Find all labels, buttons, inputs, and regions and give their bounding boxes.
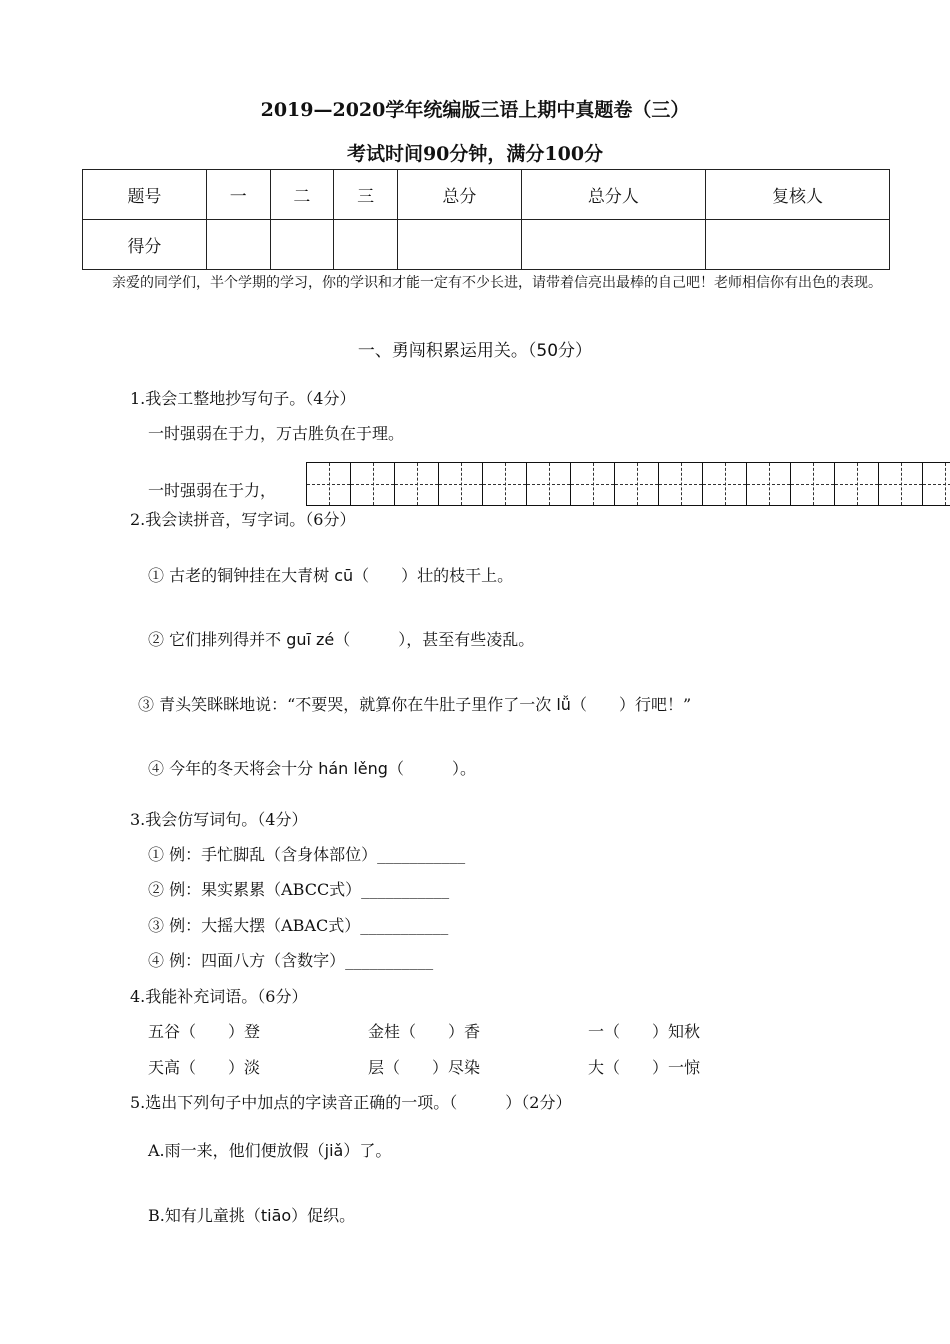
q5-option-text: B.知有儿童挑（: [148, 1206, 261, 1225]
q5-option-text: ）了。: [343, 1141, 392, 1160]
score-cell[interactable]: [705, 220, 889, 270]
q2-item-blank: （ ），甚至有些凌乱。: [334, 630, 535, 649]
pinyin: lǚ: [556, 695, 571, 714]
table-header-cell: 总分: [397, 170, 521, 220]
score-table: [82, 169, 890, 270]
q1-copy-prefix: 一时强弱在于力，: [148, 481, 277, 500]
table-header-cell: 题号: [83, 170, 207, 220]
score-cell[interactable]: [206, 220, 270, 270]
q5-option-text: ）促织。: [291, 1206, 356, 1225]
section-1-title: 一、勇闯积累运用关。（50分）: [357, 341, 593, 361]
writing-cell[interactable]: [615, 463, 659, 505]
score-cell[interactable]: [521, 220, 705, 270]
writing-cell[interactable]: [879, 463, 923, 505]
writing-cell[interactable]: [791, 463, 835, 505]
q5-option-text: A.雨一来，他们便放假（: [148, 1141, 325, 1160]
q5-option-a: [148, 1138, 391, 1161]
q1-source-sentence: 一时强弱在于力，万古胜负在于理。: [148, 424, 405, 443]
table-header-cell: 一: [206, 170, 270, 220]
q3-item: ① 例：手忙脚乱（含身体部位）___________: [148, 845, 466, 864]
q2-item: [148, 563, 513, 586]
q2-item-blank: （ ）壮的枝干上。: [353, 566, 514, 585]
q5-title: 5.选出下列句子中加点的字读音正确的一项。（ ）（2分）: [130, 1093, 572, 1112]
pinyin: hán lěng: [318, 759, 388, 778]
table-header-cell: 三: [334, 170, 398, 220]
score-table-header-row: [83, 170, 890, 220]
q4-idiom: 层（ ）尽染: [368, 1058, 481, 1077]
score-cell[interactable]: [334, 220, 398, 270]
score-cell[interactable]: [397, 220, 521, 270]
table-header-cell: 二: [270, 170, 334, 220]
q4-idiom: 金桂（ ）香: [368, 1022, 481, 1041]
q3-item: ② 例：果实累累（ABCC式）___________: [148, 880, 450, 899]
q2-item-text: ② 它们排列得并不: [148, 630, 287, 649]
writing-cell[interactable]: [923, 463, 950, 505]
q2-title: 2.我会读拼音，写字词。（6分）: [130, 510, 356, 529]
table-header-cell: 复核人: [705, 170, 889, 220]
writing-cell[interactable]: [703, 463, 747, 505]
writing-grid[interactable]: [306, 462, 950, 506]
table-header-cell: 总分人: [521, 170, 705, 220]
q2-item-text: ③ 青头笑眯眯地说：“不要哭，就算你在牛肚子里作了一次: [138, 695, 557, 714]
writing-cell[interactable]: [307, 463, 351, 505]
q2-item: [138, 692, 691, 715]
pinyin: guī zé: [286, 630, 335, 649]
q4-idiom: 五谷（ ）登: [148, 1022, 261, 1041]
writing-cell[interactable]: [351, 463, 395, 505]
intro-paragraph: 亲爱的同学们，半个学期的学习，你的学识和才能一定有不少长进，请带着信亮出最棒的自己吧！老师相信你有出色的表现。: [112, 275, 882, 291]
q3-title: 3.我会仿写词句。（4分）: [130, 810, 308, 829]
writing-cell[interactable]: [483, 463, 527, 505]
q2-item: [148, 627, 534, 650]
exam-subtitle: 考试时间90分钟，满分100分: [346, 143, 604, 165]
pinyin: cū: [334, 566, 354, 585]
q2-item-text: ④ 今年的冬天将会十分: [148, 759, 319, 778]
q4-idiom: 大（ ）一惊: [588, 1058, 701, 1077]
writing-cell[interactable]: [747, 463, 791, 505]
score-table-score-row: [83, 220, 890, 270]
q3-item: ③ 例：大摇大摆（ABAC式）___________: [148, 916, 449, 935]
writing-cell[interactable]: [395, 463, 439, 505]
writing-cell[interactable]: [527, 463, 571, 505]
q2-item: [148, 756, 476, 779]
q5-option-b: [148, 1203, 355, 1226]
q4-title: 4.我能补充词语。（6分）: [130, 987, 308, 1006]
score-row-label: 得分: [83, 220, 207, 270]
pinyin: tiāo: [260, 1206, 292, 1225]
exam-title: 2019—2020学年统编版三语上期中真题卷（三）: [260, 99, 690, 121]
writing-cell[interactable]: [439, 463, 483, 505]
q2-item-blank: （ ）。: [387, 759, 476, 778]
writing-cell[interactable]: [659, 463, 703, 505]
q1-title: 1.我会工整地抄写句子。（4分）: [130, 389, 356, 408]
q4-idiom: 一（ ）知秋: [588, 1022, 701, 1041]
q3-item: ④ 例：四面八方（含数字）___________: [148, 951, 434, 970]
q2-item-blank: （ ）行吧！”: [570, 695, 692, 714]
pinyin: jiǎ: [324, 1141, 344, 1160]
writing-cell[interactable]: [571, 463, 615, 505]
q4-idiom: 天高（ ）淡: [148, 1058, 261, 1077]
score-cell[interactable]: [270, 220, 334, 270]
writing-cell[interactable]: [835, 463, 879, 505]
q2-item-text: ① 古老的铜钟挂在大青树: [148, 566, 335, 585]
